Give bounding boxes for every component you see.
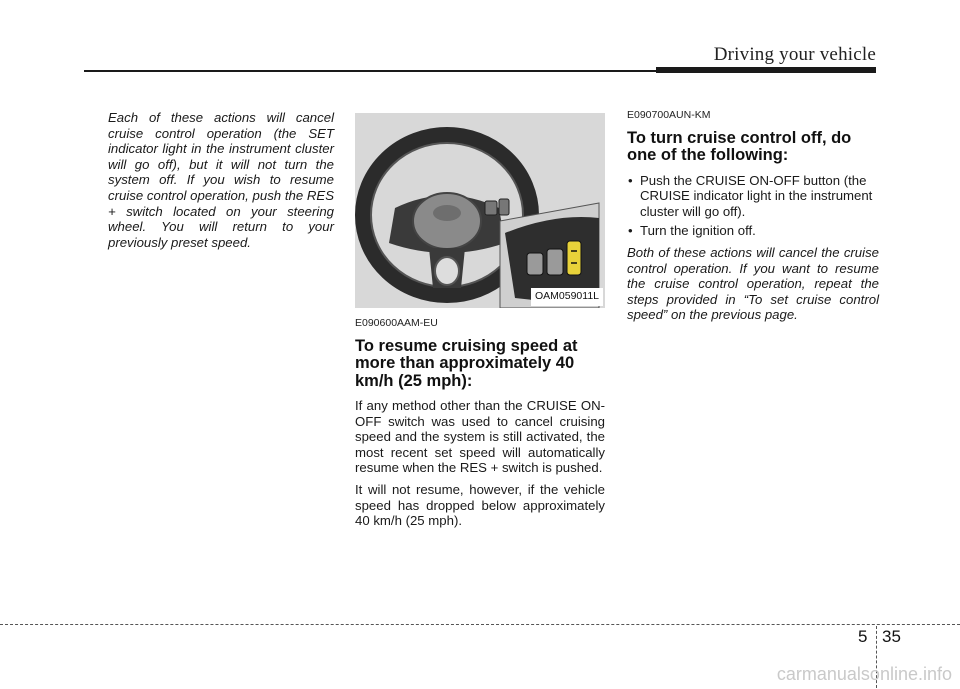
list-item-text: Turn the ignition off.	[640, 223, 756, 239]
cancel-note: Each of these actions will cancel cruise control operation (the SET indicator light in the instrument cluster will go off), but it will not turn the system off. If you wish to resume cruise control operation, push the RES + switch located on your steering wheel. You will return to your previously preset speed.	[108, 110, 334, 250]
resume-paragraph: It will not resume, however, if the vehicle speed has dropped below approximately 40 km/h (25 mph).	[355, 482, 605, 529]
off-note: Both of these actions will cancel the cruise control operation. If you want to resume the cruise control operation, repeat the steps provided in “To set cruise control speed” on the previous page.	[627, 244, 879, 323]
right-column	[627, 108, 879, 323]
bullet-icon: •	[628, 172, 633, 188]
list-item-text: Push the CRUISE ON-OFF button (the CRUISE indicator light in the instrument cluster will go off).	[640, 172, 873, 219]
section-code: E090600AAM-EU	[355, 317, 438, 329]
watermark: carmanualsonline.info	[776, 664, 952, 684]
header-title: Driving your vehicle	[713, 44, 876, 65]
chapter-number: 5	[858, 627, 868, 646]
middle-column	[355, 113, 605, 535]
left-column	[108, 110, 334, 250]
resume-heading: To resume cruising speed at more than approximately 40 km/h (25 mph):	[355, 336, 578, 390]
off-list	[627, 173, 879, 239]
figure-label: OAM059011L	[531, 288, 603, 306]
steering-wheel-illustration	[355, 113, 605, 308]
list-item	[627, 173, 879, 220]
bullet-icon: •	[628, 223, 633, 239]
resume-paragraph: If any method other than the CRUISE ON-OFF switch was used to cancel cruising speed and the system is still activated, the most recent set speed will automatically resume when the RES + switch is pushed.	[355, 398, 605, 476]
steering-wheel-figure	[355, 113, 605, 308]
section-code: E090700AUN-KM	[627, 109, 711, 121]
off-heading: To turn cruise control off, do one of the following:	[627, 128, 852, 165]
footer-rule	[0, 624, 960, 625]
list-item	[627, 223, 879, 239]
page-number: 35	[882, 627, 901, 646]
header-rule-accent	[656, 67, 876, 73]
